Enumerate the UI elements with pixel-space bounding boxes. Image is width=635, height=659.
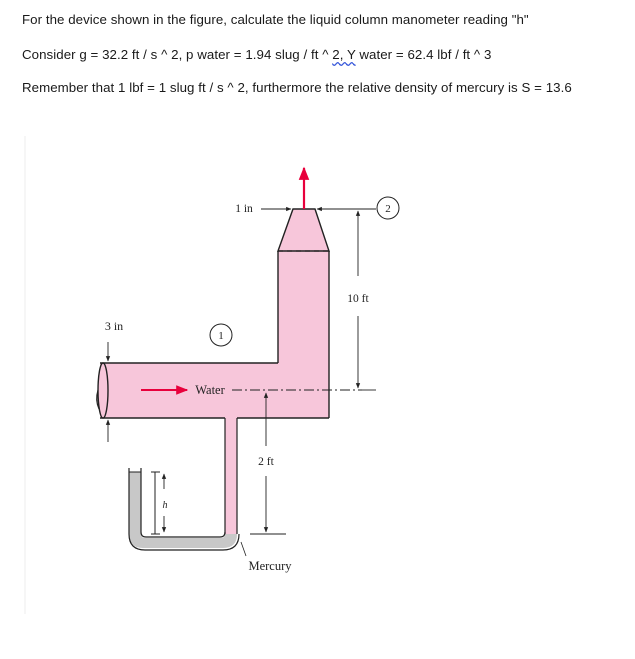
manometer-figure: [24, 136, 439, 614]
pipe-open-end: [98, 363, 108, 418]
label-3in: 3 in: [104, 319, 124, 333]
problem-statement-line-3: [22, 80, 572, 95]
manometer-tube-water: [225, 418, 237, 534]
station-1-label: 1: [218, 330, 224, 342]
h-label: h: [162, 500, 168, 511]
station-2-label: 2: [385, 203, 391, 215]
problem-statement-line-1: [22, 12, 529, 27]
spellcheck-underlined-text: 2, Y: [332, 47, 356, 62]
problem-line-1-text: For the device shown in the figure, calculate the liquid column manometer reading "h": [22, 12, 529, 27]
label-1in: 1 in: [235, 203, 253, 215]
mercury-leader: [241, 542, 246, 556]
problem-line-2-end: water = 62.4 lbf / ft ^ 3: [355, 47, 492, 62]
problem-line-3-text: Remember that 1 lbf = 1 slug ft / s ^ 2, furthermore the relative density of mercury is S = 13.6: [22, 80, 572, 95]
u-tube-inner-wall: [141, 468, 225, 537]
mercury-label: Mercury: [248, 559, 292, 573]
water-label: Water: [195, 383, 225, 397]
manometer-diagram: [24, 136, 439, 614]
problem-statement-line-2: [22, 47, 491, 62]
label-2ft: 2 ft: [258, 456, 274, 468]
u-tube-outer-wall: [129, 468, 239, 550]
vertical-riser: [278, 251, 329, 363]
label-10ft: 10 ft: [347, 293, 369, 305]
problem-line-2-start: Consider g = 32.2 ft / s ^ 2, p water = 1.94 slug / ft ^: [22, 47, 333, 62]
nozzle: [278, 209, 329, 251]
